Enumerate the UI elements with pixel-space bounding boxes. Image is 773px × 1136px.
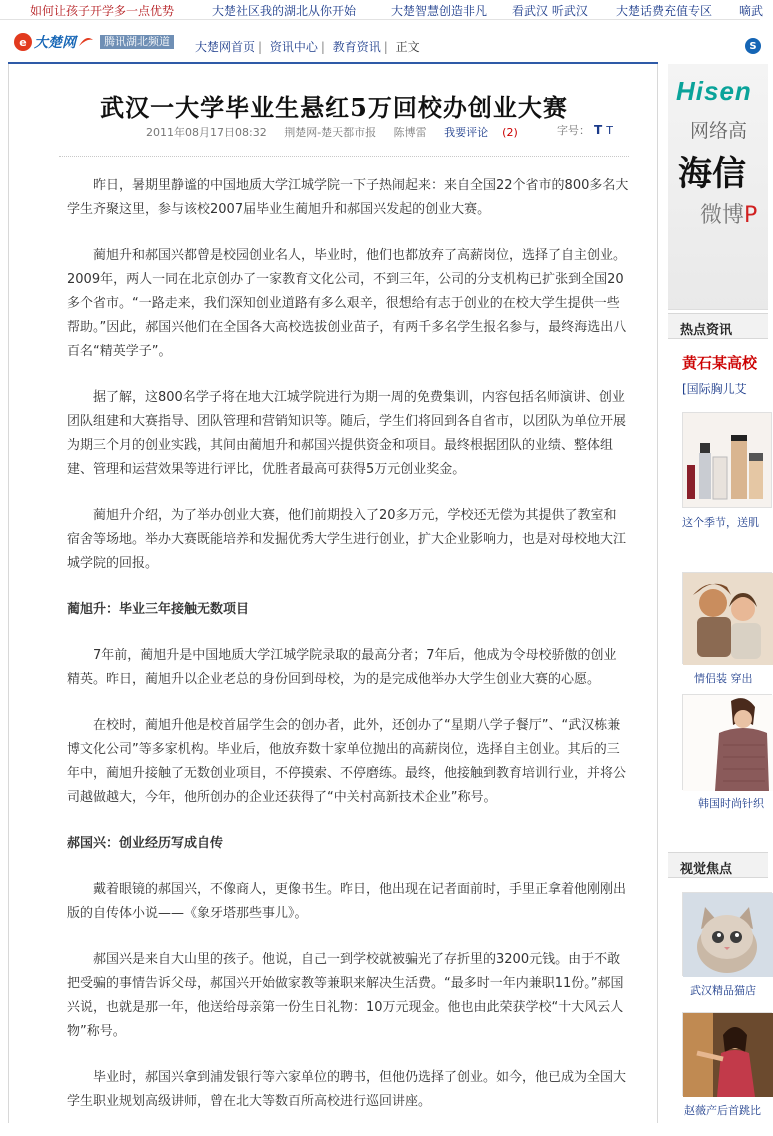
cosmetics-thumbnail[interactable] [682,412,772,508]
logo-mark-icon: e [14,33,32,51]
article-meta [146,124,532,140]
top-link-0[interactable]: 如何让孩子开学多一点优势 [30,4,175,18]
article-subheading: 蔺旭升：毕业三年接触无数项目 [67,602,250,617]
hisense-banner-ad[interactable] [668,64,768,310]
breadcrumb-news[interactable]: 资讯中心 [269,40,318,54]
caption-actress[interactable]: 赵薇产后首跳比 [684,1104,761,1117]
meta-divider [59,156,629,157]
article-paragraph: 毕业时，郝国兴拿到浦发银行等六家单位的聘书，但他仍选择了创业。如今，他已成为全国大学生职业规划高级讲师，曾在北大等数百所高校进行巡回讲座。 [67,1070,627,1109]
knitwear-image-icon [683,695,773,791]
article-source[interactable]: 荆楚网-楚天都市报 [284,126,377,139]
channel-badge[interactable]: 腾讯湖北频道 [100,35,174,49]
actress-thumbnail[interactable] [682,1012,772,1096]
font-size-small-button[interactable]: T [606,124,613,137]
comment-count: (2) [502,126,518,139]
couple-image-icon [683,573,773,665]
breadcrumb-home[interactable]: 大楚网首页 [195,40,256,54]
article-subheading: 郝国兴：创业经历写成自传 [67,836,224,851]
breadcrumb [195,38,423,55]
knitwear-thumbnail[interactable] [682,694,772,790]
logo-swoosh-icon [78,36,94,48]
ad-line3 [700,198,757,229]
hot-headline[interactable]: 黄石某高校 [682,354,758,372]
site-header [0,26,760,64]
top-link-4[interactable]: 大楚话费充值专区 [616,4,713,18]
site-logo[interactable] [14,32,94,52]
article-body [67,174,629,1136]
ad-line3-text: 微博 [700,203,745,228]
article-paragraph: 7年前，蔺旭升是中国地质大学江城学院录取的最高分者；7年后，他成为令母校骄傲的创业精英。昨日，蔺旭升以企业老总的身份回到母校，为的是完成他举办大学生创业大赛的心愿。 [67,648,617,687]
comment-label: 我要评论 [444,126,489,139]
font-size-label: 字号： [557,124,590,137]
breadcrumb-separator-icon: | [320,40,325,54]
cosmetics-image-icon [683,413,773,509]
top-link-bar [0,0,764,20]
logo-text: 大楚网 [34,35,76,51]
breadcrumb-current: 正文 [395,40,420,54]
article-paragraph: 蔺旭升介绍，为了举办创业大赛，他们前期投入了20多万元，学校还无偿为其提供了教室和宿舍等场地。举办大赛既能培养和发掘优秀大学生进行创业，扩大企业影响力，也是对母校地大江城学院的回报。 [67,508,627,571]
article-date: 2011年08月17日08:32 [146,126,267,139]
actress-image-icon [683,1013,773,1097]
caption-cosmetics[interactable]: 这个季节，送肌 [682,516,759,529]
top-link-3[interactable]: 看武汉 听武汉 [512,4,588,18]
top-link-1[interactable]: 大楚社区我的湖北从你开始 [212,4,357,18]
caption-kitten[interactable]: 武汉精品猫店 [690,984,756,997]
kitten-image-icon [683,893,773,977]
article-paragraph: 郝国兴是来自大山里的孩子。他说，自己一到学校就被骗光了存折里的3200元钱。由于不敢把受骗的事情告诉父母，郝国兴开始做家教等兼职来解决生活费。“最多时一年内兼职11份。”郝国兴说，也就是那一年，他送给母亲第一份生日礼物：10万元现金。他也由此荣获学校“十大风云人物”称号。 [67,952,624,1039]
weibo-share-icon[interactable]: S [745,38,761,54]
visual-focus-title: 视觉焦点 [680,862,733,877]
article-title: 武汉一大学毕业生悬红5万回校办创业大赛 [100,93,568,122]
article-paragraph: 蔺旭升和郝国兴都曾是校园创业名人，毕业时，他们也都放弃了高薪岗位，选择了自主创业。2009年，两人一同在北京创办了一家教育文化公司，不到三年，公司的分支机构已扩张到全国20多个省市。“一路走来，我们深知创业道路有多么艰辛，很想给有志于创业的在校大学生提供一些帮助。”因此，郝国兴他们在全国各大高校选拔创业苗子，有两千多名学生报名参与，最终海选出八百名“精英学子”。 [67,248,627,359]
right-sidebar [668,64,764,1123]
article-paragraph: 在校时，蔺旭升他是校首届学生会的创办者，此外，还创办了“星期八学子餐厅”、“武汉栋兼博文化公司”等多家机构。毕业后，他放弃数十家单位抛出的高薪岗位，选择自主创业。其后的三年中，蔺旭升接触了无数创业项目，不停摸索、不停磨练。最终，他接触到教育培训行业，并将公司越做越大，今年，他所创办的企业还获得了“中关村高新技术企业”称号。 [67,718,627,805]
article-paragraph: 昨日，暑期里静谧的中国地质大学江城学院一下子热闹起来：来自全国22个省市的800多名大学生齐聚这里，参与该校2007届毕业生蔺旭升和郝国兴发起的创业大赛。 [67,178,629,217]
font-size-control [557,122,613,138]
couple-thumbnail[interactable] [682,572,772,664]
article-paragraph: 戴着眼镜的郝国兴，不像商人，更像书生。昨日，他出现在记者面前时，手里正拿着他刚刚出版的自传体小说——《象牙塔那些事儿》。 [67,882,627,921]
article-container [8,64,658,1123]
breadcrumb-education[interactable]: 教育资讯 [332,40,381,54]
article-paragraph: 据了解，这800名学子将在地大江城学院进行为期一周的免费集训，内容包括名师演讲、创业团队组建和大赛指导、团队管理和营销知识等。随后，学生们将回到各自省市，以团队为单位开展为期三个月的创业实践，其间由蔺旭升和郝国兴提供资金和项目。最终根据团队的业绩、整体组建、管理和运营效果等进行评比，优胜者最高可获得5万元创业奖金。 [67,390,627,477]
breadcrumb-separator-icon: | [258,40,263,54]
ad-line1: 网络高 [690,120,748,142]
kitten-thumbnail[interactable] [682,892,772,976]
caption-knitwear[interactable]: 韩国时尚针织 [698,797,764,810]
top-link-2[interactable]: 大楚智慧创造非凡 [391,4,488,18]
hot-news-header [668,313,768,339]
ad-line3-accent: P [744,203,758,228]
hot-news-title: 热点资讯 [680,323,733,338]
visual-focus-header [668,852,768,878]
comment-link[interactable] [444,126,518,139]
top-link-5[interactable]: 嘀武 [739,4,764,18]
ad-brand: Hisen [676,76,752,106]
font-size-large-button[interactable]: T [594,123,603,137]
breadcrumb-separator-icon: | [383,40,388,54]
caption-couple[interactable]: 情侣装 穿出 [694,672,753,685]
ad-line2: 海信 [678,154,746,194]
article-author: 陈博雷 [393,126,427,139]
hot-subheadline[interactable]: [国际胸儿艾 [682,382,747,396]
